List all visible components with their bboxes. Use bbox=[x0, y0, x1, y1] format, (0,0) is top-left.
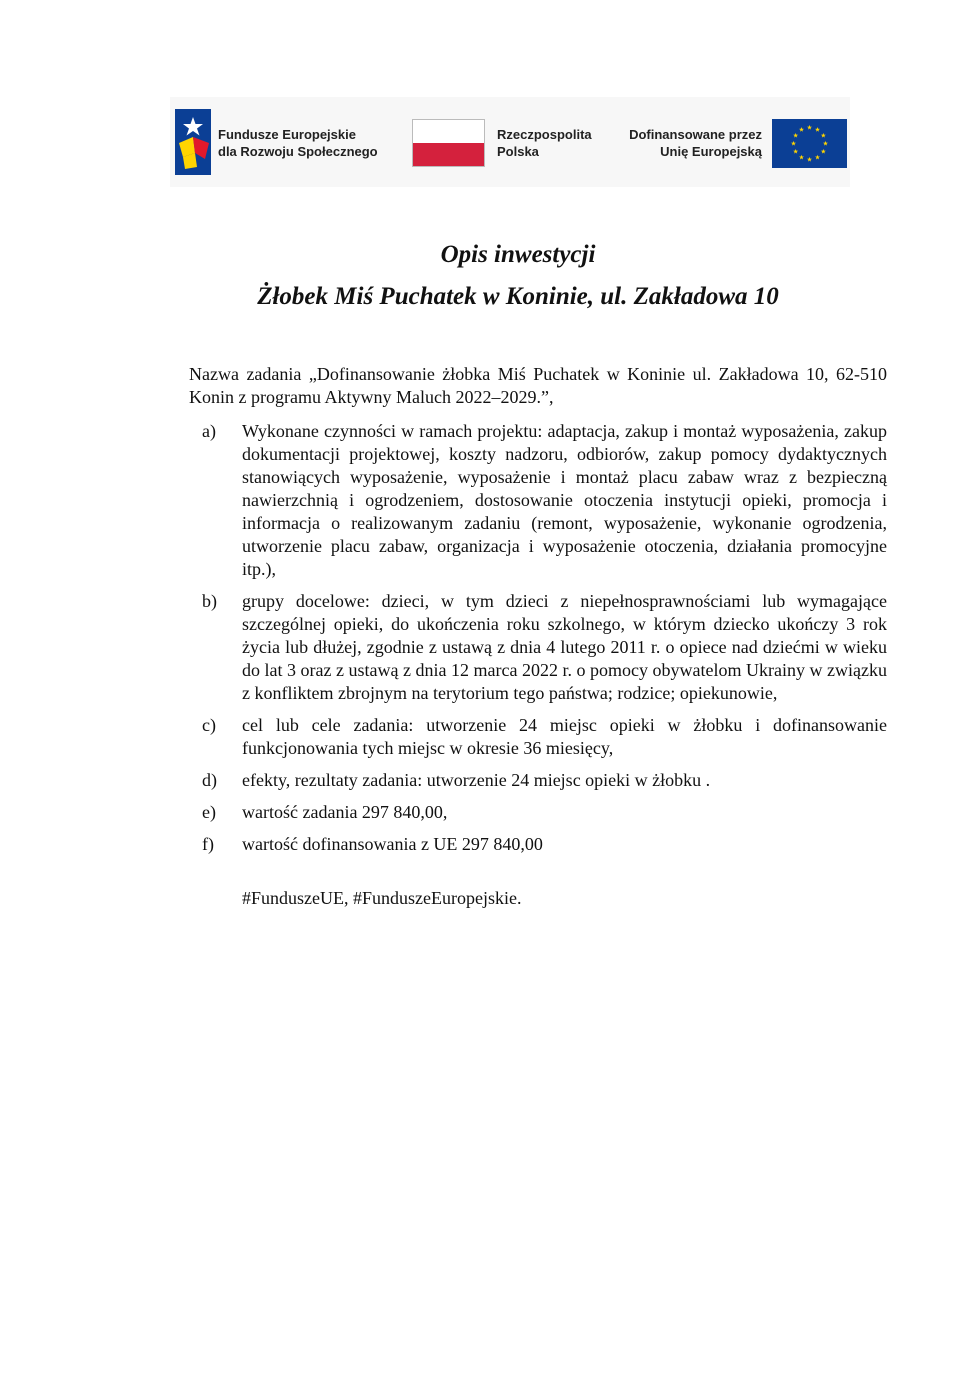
list-item-text: cel lub cele zadania: utworzenie 24 miejsc opieki w żłobku i dofinansowanie funkcjonowania tych miejsc w okresie 36 miesięcy, bbox=[242, 715, 887, 758]
pl-logo-line2: Polska bbox=[497, 144, 539, 159]
list-marker: d) bbox=[202, 770, 217, 790]
hashtags: #FunduszeUE, #FunduszeEuropejskie. bbox=[242, 888, 522, 908]
eu-logo-text bbox=[620, 126, 762, 160]
list-marker: b) bbox=[202, 591, 217, 611]
list-item-a bbox=[189, 420, 887, 581]
list-marker: a) bbox=[202, 421, 216, 441]
list-item-f bbox=[189, 833, 887, 856]
list-item-b bbox=[189, 590, 887, 705]
list-item-text: wartość zadania 297 840,00, bbox=[242, 802, 448, 822]
task-name-paragraph: Nazwa zadania „Dofinansowanie żłobka Miś Puchatek w Koninie ul. Zakładowa 10, 62-510 Konin z programu Aktywny Maluch 2022–2029.”, bbox=[189, 364, 887, 407]
eu-flag-icon bbox=[772, 119, 847, 168]
fe-star-emblem-icon bbox=[175, 109, 211, 175]
pl-logo-text bbox=[497, 126, 617, 160]
details-list bbox=[189, 420, 887, 865]
list-item-text: wartość dofinansowania z UE 297 840,00 bbox=[242, 834, 543, 854]
list-item-c bbox=[189, 714, 887, 760]
list-item-text: grupy docelowe: dzieci, w tym dzieci z niepełnosprawnościami lub wymagające szczególnej opieki, do ukończenia roku szkolnego, w którym dziecko ukończy 3 rok życia lub dłużej, zgodnie z ustawą z dnia 4 lutego 2011 r. o opiece nad dziećmi w wieku do lat 3 oraz z ustawą z dnia 12 marca 2022 r. o pomocy obywatelom Ukrainy w związku z konfliktem zbrojnym na terytorium tego państwa; rodzice; opiekunowie, bbox=[242, 591, 887, 703]
list-marker: c) bbox=[202, 715, 216, 735]
page-subtitle: Żłobek Miś Puchatek w Koninie, ul. Zakładowa 10 bbox=[257, 283, 779, 310]
list-item-text: efekty, rezultaty zadania: utworzenie 24 miejsc opieki w żłobku . bbox=[242, 770, 711, 790]
page-title: Opis inwestycji bbox=[440, 241, 596, 268]
eu-logo-line1: Dofinansowane przez bbox=[629, 127, 762, 142]
list-marker: e) bbox=[202, 802, 216, 822]
list-item-e bbox=[189, 801, 887, 824]
eu-logo-line2: Unię Europejską bbox=[660, 144, 762, 159]
funding-logo-bar bbox=[170, 97, 850, 187]
polish-flag-icon bbox=[412, 119, 485, 167]
pl-logo-line1: Rzeczpospolita bbox=[497, 127, 592, 142]
list-marker: f) bbox=[202, 834, 214, 854]
list-item-text: Wykonane czynności w ramach projektu: adaptacja, zakup i montaż wyposażenia, zakup dokumentacji projektowej, koszty nadzoru, odbiorów, zakup pomocy dydaktycznych stanowiących wyposażenie, wyposażenie i montaż placu zabaw wraz z bezpieczną nawierzchnią i ogrodzeniem, dostosowanie otoczenia instytucji opieki, promocja i informacja o realizowanym zadaniu (remont, wyposażenie, wykonanie ogrodzenia, utworzenie placu zabaw, organizacja i wyposażenie otoczenia, działania promocyjne itp.), bbox=[242, 421, 887, 579]
fe-logo-text bbox=[218, 126, 418, 160]
fe-logo-line2: dla Rozwoju Społecznego bbox=[218, 144, 378, 159]
list-item-d bbox=[189, 769, 887, 792]
fe-logo-line1: Fundusze Europejskie bbox=[218, 127, 356, 142]
